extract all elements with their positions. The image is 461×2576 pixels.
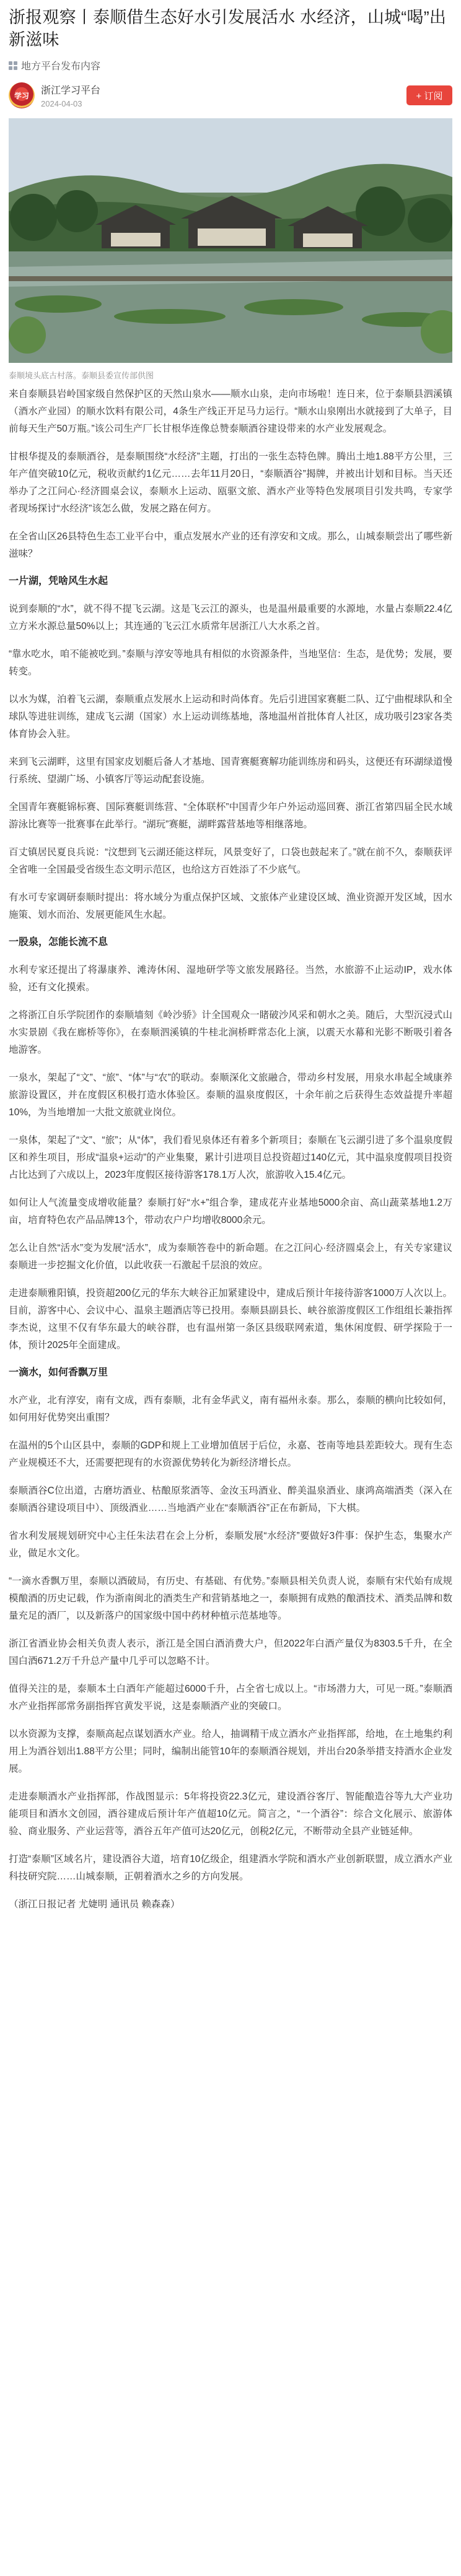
- paragraph: 一泉体，架起了“文”、“旅”；从“体”，我们看见泉体还有着多个新项目；泰顺在飞云湖引进了多个温泉度假区和养生项目，形成“温泉+运动”的产业集聚，累计引进项目总投资超过140亿元，其中温泉度假项目投资占比达到了六成以上，2023年度假区接待游客178.1万人次，旅游收入15.4亿元。: [9, 1135, 452, 1180]
- village-scene-illustration: [9, 118, 452, 363]
- paragraph: 走进泰顺酒水产业指挥部，作战图显示：5年将投资22.3亿元，建设酒谷客厅、智能酿造谷等九大产业功能项目和酒水文创园，酒谷建成后预计年产值超10亿元。简言之，“一个酒谷”：综合文化展示、旅游体验、商业服务、产业运营等，酒谷五年产值可达20亿元，创税2亿元，不断带动全县产业链延伸。: [9, 1791, 452, 1837]
- category-label: 地方平台发布内容: [21, 61, 101, 72]
- article-body: [9, 386, 452, 1886]
- grid-icon: [9, 61, 17, 70]
- paragraph: 在全省山区26县特色生态工业平台中，重点发展水产业的还有淳安和文成。那么，山城泰顺尝出了哪些新滋味？: [9, 531, 452, 559]
- section-heading: 一片湖，凭啥风生水起: [9, 576, 108, 586]
- paragraph: 来自泰顺县岩岭国家级自然保护区的天然山泉水——顺水山泉，走向市场啦！连日来，位于泰顺县泗溪镇（酒水产业园）的顺水饮料有限公司，4条生产线正开足马力运行。“顺水山泉刚出水就接到了大单子，目前每天生产50万瓶。”该公司生产厂长甘根华连像总赞泰顺酒谷建设带来的水产业发展观念。: [9, 389, 452, 434]
- paragraph: 水产业，北有淳安，南有文成，西有泰顺，北有金华武义，南有福州永泰。那么，泰顺的横向比较如何，如何用好优势突出重围？: [9, 1395, 452, 1423]
- paragraph: 说到泰顺的“水”，就不得不提飞云湖。这是飞云江的源头，也是温州最重要的水源地，水量占泰顺22.4亿立方米水源总量50%以上；其连通的飞云江水质常年居浙江八大水系之首。: [9, 604, 452, 632]
- section-heading: 一滴水，如何香飘万里: [9, 1367, 108, 1378]
- paragraph: 百丈镇居民夏良兵说：“汶想到飞云湖还能这样玩，风景变好了，口袋也鼓起来了。”就在前不久，泰顺获评全省唯一全国最受省级生态文明示范区，也给这方百姓添了不少底气。: [9, 847, 452, 875]
- hero-image[interactable]: [9, 118, 452, 363]
- paragraph: 水利专家还提出了将瀑康养、滩涛休闲、湿地研学等文旅发展路径。当然，水旅游不止运动IP，戏水体验，还有文化摸索。: [9, 965, 452, 993]
- paragraph: 值得关注的是，泰顺本土白酒年产能超过6000千升，占全省七成以上。“市场潜力大，可见一斑。”泰顺酒水产业指挥部常务副指挥官黄发平说，这是泰顺酒产业的突破口。: [9, 1684, 452, 1712]
- paragraph: 走进泰顺雅阳镇，投资超200亿元的华东大峡谷正加紧建设中，建成后预计年接待游客1000万人次以上。目前，游客中心、会议中心、温泉主题酒店等已投用。泰顺县副县长、峡谷旅游度假区工作组组长兼指挥李杰说，这里不仅有华东最大的峡谷群，也有温州第一条区县级联网索道，集休闲度假、研学探险于一体，预计2025年全面建成。: [9, 1288, 452, 1351]
- paragraph: 省水利发展规划研究中心主任朱法君在会上分析，泰顺发展“水经济”要做好3件事：保护生态，集聚水产业，做足水文化。: [9, 1531, 452, 1559]
- avatar-text: 学习: [14, 91, 29, 100]
- publish-date: 2024-04-03: [41, 99, 82, 108]
- category-row[interactable]: [9, 58, 452, 72]
- article-title: 浙报观察丨泰顺借生态好水引发展活水 水经济，山城“喝”出新滋味: [9, 8, 447, 49]
- paragraph: “一滴水香飘万里，泰顺以酒破局，有历史、有基础、有优势。”泰顺县相关负责人说，泰顺有宋代始有成规模酿酒的历史记载，作为浙南闽北的酒类生产和营销基地之一，泰顺拥有成熟的酿酒技术、酒类品牌和数量充足的酒厂，以及新落户的国家级中国中药材种植示范基地等。: [9, 1576, 452, 1621]
- paragraph: 以水资源为支撑，泰顺高起点谋划酒水产业。给人，抽调精干成立酒水产业指挥部，给地，在土地集约利用上为酒谷划出1.88平方公里；同时，编制出能管10年的泰顺酒谷规划，并出台20条举措支持酒水企业发展。: [9, 1729, 452, 1774]
- hero-caption: 泰顺境头底古村落。泰顺县委宣传部供图: [9, 371, 154, 380]
- paragraph: 泰顺酒谷C位出道，古磨坊酒业、枯酿原浆酒等、金汝玉玛酒业、醉美温泉酒业、康鸿高端酒类（深入在泰顺酒谷建设项目中）、顶级酒业……当地酒产业在“泰顺酒谷”正在布新局，下大棋。: [9, 1486, 452, 1513]
- paragraph: 有水可专家调研泰顺时提出：将水域分为重点保护区域、文旅体产业建设区域、渔业资源开发区域，因水施策、划水而治、发展更能风生水起。: [9, 892, 452, 920]
- paragraph: 来到飞云湖畔，这里有国家皮划艇后备人才基地、国青赛艇赛解功能训练房和码头，这便还有环湖绿道慢行系统、望湖广场、小镇客厅等运动配套设施。: [9, 757, 452, 785]
- paragraph: 之将浙江自乐学院团作的泰顺墙刻《岭沙骄》计全国观众一睹破沙风采和朝水之美。随后，大型沉浸式山水实景剧《我在廊桥等你》，在泰顺泗溪镇的牛桂北涧桥畔常态化上演，以震天水幕和光影不断吸引着各地游客。: [9, 1010, 452, 1055]
- author-meta: [41, 82, 406, 108]
- paragraph: 打造“泰顺”区域名片，建设酒谷大道，培育10亿级企，组建酒水学院和酒水产业创新联盟，成立酒水产业科技研究院……山城泰顺，正朝着酒水之乡的方向发展。: [9, 1854, 452, 1882]
- paragraph: 如何让人气流量变成增收能量？泰顺打好“水+”组合拳，建成花卉业基地5000余亩、高山蔬菜基地1.2万亩，培育特色农产品品牌13个，带动农户户均增收8000余元。: [9, 1198, 452, 1225]
- paragraph: 以水为媒，泊着飞云湖，泰顺重点发展水上运动和时尚体育。先后引进国家赛艇二队、辽宁曲棍球队和全球队等进驻训练，建成飞云湖（国家）水上运动训练基地，落地温州首批体育人社区，成功吸引23家各类体育协会入驻。: [9, 694, 452, 739]
- source-line: （浙江日报记者 尤婕明 通讯员 赖森森）: [9, 1899, 180, 1910]
- subscribe-button[interactable]: + 订阅: [406, 85, 452, 105]
- paragraph: “靠水吃水，咱不能被吃到。”泰顺与淳安等地具有相似的水资源条件，当地坚信：生态，是优势；发展，要转变。: [9, 649, 452, 677]
- avatar[interactable]: [9, 82, 35, 108]
- author-row: [9, 81, 452, 110]
- paragraph: 怎么让自然“活水”变为发展“活水”，成为泰顺答卷中的新命题。在之江问心·经济圆桌会上，有关专家建议泰顺进一步挖掘文化价值，以此收获一石激起千层浪的效应。: [9, 1243, 452, 1271]
- paragraph: 甘根华提及的泰顺酒谷，是泰顺围绕“水经济”主题，打出的一张生态特色牌。腾出土地1.88平方公里，三年产值突破10亿元，税收贡献约1亿元……去年11月20日，“泰顺酒谷”揭牌，并被出计划和目标。当天还举办了之江问心·经济圆桌会议，泰顺水上运动、瓯驱文旅、酒水产业等特色发展项目引发共鸣，专家学者现场探讨“水经济”该怎么做，发展之路在何方。: [9, 451, 452, 514]
- author-name[interactable]: 浙江学习平台: [41, 85, 101, 96]
- paragraph: 浙江省酒业协会相关负责人表示，浙江是全国白酒消费大户，但2022年白酒产量仅为8303.5千升，在全国白酒671.2万千升总产量中几乎可以忽略不计。: [9, 1638, 452, 1666]
- paragraph: 一泉水，架起了“文”、“旅”、“体”与“农”的联动。泰顺深化文旅融合，带动乡村发展，用泉水串起全域康养旅游设置区，并在度假区积极打造水体验区。泰顺的温泉度假区，十余年前之后获得生态效益提升率超10%，为当地增加一大批文旅就业岗位。: [9, 1073, 452, 1118]
- paragraph: 在温州的5个山区县中，泰顺的GDP和规上工业增加值居于后位，永嘉、苍南等地县差距较大。现有生态产业规模还不大，还需要把现有的水资源优势转化为新经济增长点。: [9, 1440, 452, 1468]
- section-heading: 一股泉，怎能长流不息: [9, 937, 108, 947]
- paragraph: 全国青年赛艇锦标赛、国际赛艇训练营、“全体联杯”中国青少年户外运动巡回赛、浙江省第四届全民水域游泳比赛等一批赛事在此举行。“湖玩”赛艇，湖畔露营基地等相继落地。: [9, 802, 452, 830]
